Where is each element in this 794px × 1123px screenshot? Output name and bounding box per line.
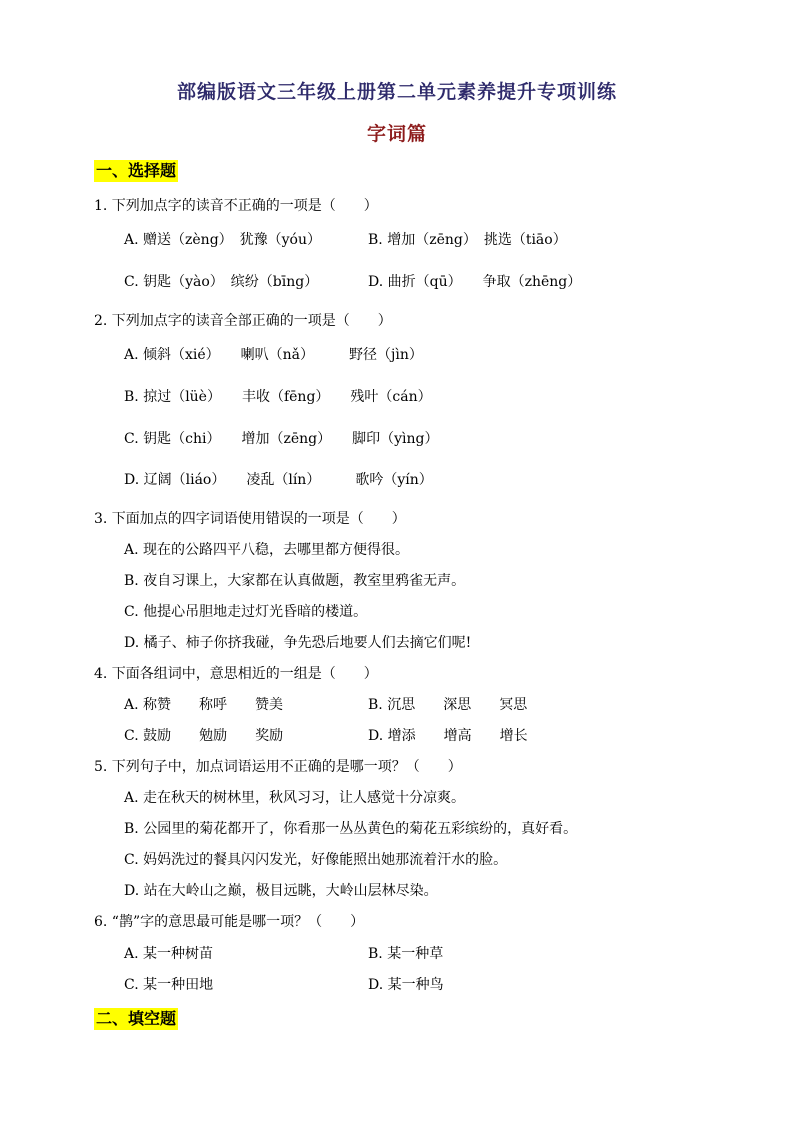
q2-option-b: B. 掠过（lüè） 丰收（fēng） 残叶（cán）: [124, 389, 432, 405]
q2-option-d: D. 辽阔（liáo） 凌乱（lín） 歌吟（yín）: [124, 472, 433, 488]
q3-option-d: D. 橘子、柿子你挤我碰，争先恐后地要人们去摘它们呢!: [124, 635, 472, 651]
question-1: 1. 下列加点字的读音不正确的一项是（ ）: [94, 198, 378, 214]
q5-option-d: D. 站在大岭山之巅，极目远眺，大岭山层林尽染。: [124, 883, 438, 899]
q5-option-b: B. 公园里的菊花都开了，你看那一丛丛黄色的菊花五彩缤纷的，真好看。: [124, 821, 578, 837]
question-6: 6. “鹊”字的意思最可能是哪一项？（ ）: [94, 914, 365, 930]
q2-option-c: C. 钥匙（chi） 增加（zēng） 脚印（yìng）: [124, 431, 439, 447]
section-heading-choice: 一、选择题: [96, 161, 177, 180]
q1-option-a: A. 赠送（zèng） 犹豫（yóu）: [124, 232, 322, 248]
q6-option-d: D. 某一种鸟: [368, 977, 444, 993]
q5-option-a: A. 走在秋天的树林里，秋风习习，让人感觉十分凉爽。: [124, 790, 466, 806]
q4-option-c: C. 鼓励 勉励 奖励: [124, 728, 284, 744]
q3-option-c: C. 他提心吊胆地走过灯光昏暗的楼道。: [124, 604, 368, 620]
question-2: 2. 下列加点字的读音全部正确的一项是（ ）: [94, 313, 392, 329]
q4-option-d: D. 增添 增高 增长: [368, 728, 528, 744]
page-title: 部编版语文三年级上册第二单元素养提升专项训练: [176, 81, 617, 103]
q1-option-c: C. 钥匙（yào） 缤纷（bīng）: [124, 274, 319, 290]
q6-option-a: A. 某一种树苗: [124, 946, 214, 962]
page-subtitle: 字词篇: [366, 123, 427, 145]
q2-option-a: A. 倾斜（xié） 喇叭（nǎ） 野径（jìn）: [124, 347, 423, 363]
section-heading-fill: 二、填空题: [96, 1009, 177, 1028]
q1-option-b: B. 增加（zēng） 挑选（tiāo）: [368, 232, 567, 248]
q3-option-b: B. 夜自习课上，大家都在认真做题，教室里鸦雀无声。: [124, 573, 466, 589]
q4-option-b: B. 沉思 深思 冥思: [368, 697, 528, 713]
q3-option-a: A. 现在的公路四平八稳，去哪里都方便得很。: [124, 542, 410, 558]
question-4: 4. 下面各组词中，意思相近的一组是（ ）: [94, 666, 378, 682]
question-3: 3. 下面加点的四字词语使用错误的一项是（ ）: [94, 511, 406, 527]
q5-option-c: C. 妈妈洗过的餐具闪闪发光，好像能照出她那流着汗水的脸。: [124, 852, 508, 868]
question-5: 5. 下列句子中，加点词语运用不正确的是哪一项？（ ）: [94, 759, 462, 775]
q6-option-c: C. 某一种田地: [124, 977, 214, 993]
q6-option-b: B. 某一种草: [368, 946, 444, 962]
q4-option-a: A. 称赞 称呼 赞美: [124, 697, 284, 713]
q1-option-d: D. 曲折（qū） 争取（zhēng）: [368, 274, 582, 290]
